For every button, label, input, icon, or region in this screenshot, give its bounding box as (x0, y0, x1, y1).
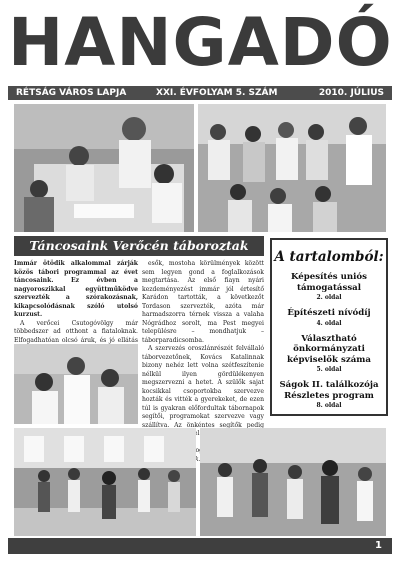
toc-item[interactable] (272, 334, 386, 375)
publication-name: RÉTSÁG VÁROS LAPJA (16, 88, 127, 98)
photo-group-microphone (198, 104, 386, 232)
article-lead: Immár ötödik alkalommal zárják közös tábori programmal az évet táncosaink. Ez évben a nagyoroszikkal együttműködve szervezték a szórakozásnak, kikapcsolódásnak szóló utolsó kurzust. (14, 260, 138, 318)
toc-item-page: 5. oldal (316, 366, 342, 373)
toc-item[interactable] (272, 308, 386, 328)
toc-item-page: 4. oldal (316, 319, 342, 327)
photo-children-drawing (14, 104, 194, 232)
newspaper-title: HANGADÓ (8, 4, 393, 81)
photo-dance-hall (14, 428, 196, 536)
article-paragraph: A verőcei Csutogóvölgy már többedszer ad otthont a fiataloknak. Elfogadhatóan olcsó áruk, és jó ellátás (14, 319, 138, 344)
toc-item-page: 2. oldal (316, 294, 342, 301)
article-paragraph: A szervezés oroszlánrészét felvállaló táborvezetőnek, Kovács Katalinnak bizony nehéz lett volna szétfeszítenie nélkül ilyen gördülékenyen megszervezni a hetet. A szülők sajat kocsikkal csoportokba szervezve hozták és vitték a gyerekeket, de ezen túl is gyakran előfordultak tábornapok segítői, programokat szervezve vagy szállítva. Az önkéntes segítők pedig (142, 345, 264, 429)
toc-item[interactable] (272, 272, 386, 302)
toc-title: A tartalomból: (274, 249, 384, 265)
issue-number: XXI. ÉVFOLYAM 5. SZÁM (156, 88, 278, 98)
article-column-2 (142, 260, 264, 429)
toc-item-title: Választható önkormányzati képviselők száma (287, 333, 371, 365)
masthead-info-bar (8, 86, 392, 100)
issue-date: 2010. JÚLIUS (318, 88, 384, 98)
masthead (8, 4, 393, 98)
photo-dancing-children (200, 428, 386, 536)
toc-item-title: Képesítés uniós támogatással (291, 272, 367, 293)
article-headline: Táncosaink Verőcén táboroztak (14, 236, 264, 256)
page-number: 1 (375, 540, 382, 551)
article-column-1 (14, 260, 138, 342)
footer-bar (8, 538, 392, 554)
toc-item-title: Ságok II. találkozója Részletes program (279, 380, 379, 401)
table-of-contents (270, 238, 388, 416)
toc-item-page: 8. oldal (316, 402, 342, 409)
toc-item[interactable] (272, 380, 386, 410)
toc-item-title: Építészeti nívódíj (287, 308, 371, 318)
photo-children-portrait (14, 344, 138, 424)
article-paragraph: esők, mostoha körülmények között sem legyen gond a foglalkozások megtartása. Az első fiayn nyári kezdeményezést immár jól értesítő Karádon tartották, a következőt Tordason szervezték, azóta már harmadszorra térnek vissza a valaha Nógrádhoz sorolt, ma Pest megyei településre – mondhatjuk – táborparadicsomba. (142, 260, 264, 344)
